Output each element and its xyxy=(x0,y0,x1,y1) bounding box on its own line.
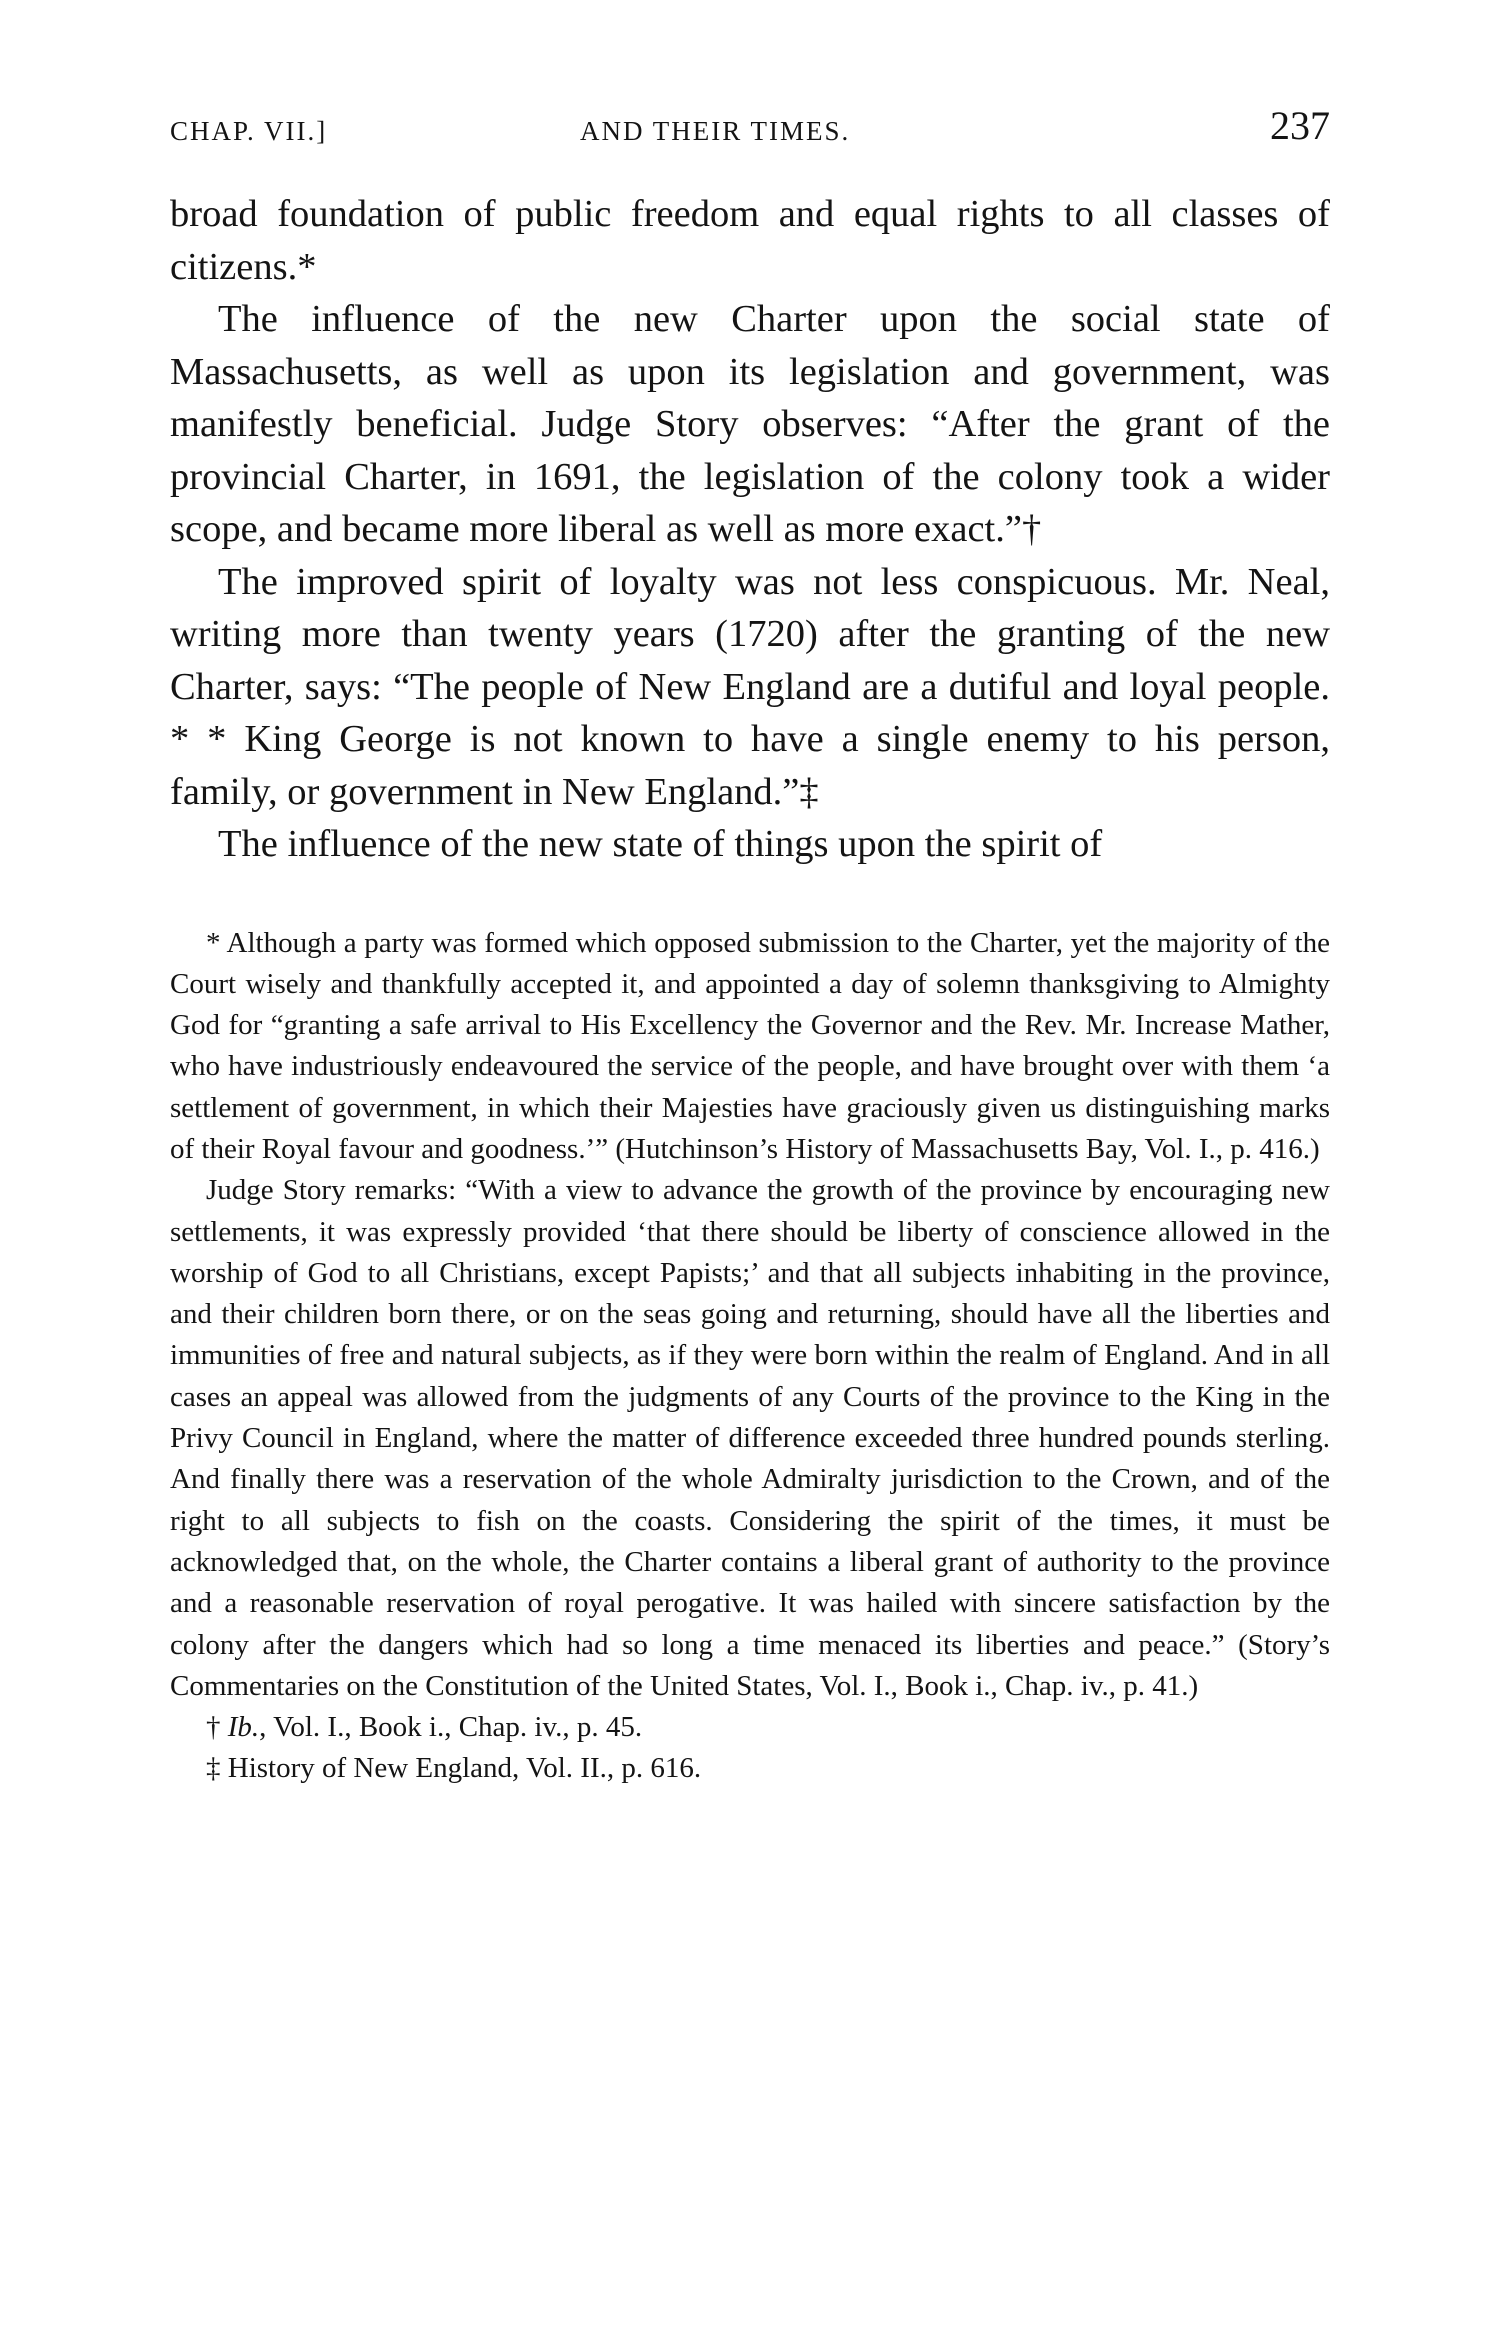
page-number: 237 xyxy=(1270,103,1330,148)
footnotes xyxy=(170,923,1330,1790)
paragraph-continued: broad foundation of public freedom and equal rights to all classes of citizens.* xyxy=(170,193,1330,288)
paragraph-new-state: The influence of the new state of things upon the spirit of xyxy=(218,823,1103,865)
footnote-double-dagger: ‡ History of New England, Vol. II., p. 616. xyxy=(206,1752,702,1785)
ibid-abbrev: Ib. xyxy=(227,1711,260,1744)
dagger-citation: , Vol. I., Book i., Chap. iv., p. 45. xyxy=(259,1711,643,1744)
book-page xyxy=(170,100,1330,1790)
footnote-asterisk-continued: Judge Story remarks: “With a view to advance the growth of the province by encouraging new settlements, it was expressly provided ‘that there should be liberty of conscience allowed in the worship of God to all Christians, except Papists;’ and that all subjects inhabiting in the province, and their children born there, or on the seas going and returning, should have all the liberties and immunities of free and natural subjects, as if they were born within the realm of England. And in all cases an appeal was allowed from the judgments of any Courts of the province to the King in the Privy Council in England, where the matter of difference exceeded three hundred pounds sterling. And finally there was a reservation of the whole Admiralty jurisdiction to the Crown, and of the right to all subjects to fish on the coasts. Considering the spirit of the times, it must be acknowledged that, on the whole, the Charter contains a liberal grant of authority to the province and a reasonable reservation of royal perogative. It was hailed with sincere satisfaction by the colony after the dangers which had so long a time menaced its liberties and peace.” (Story’s Commentaries on the Constitution of the United States, Vol. I., Book i., Chap. iv., p. 41.) xyxy=(170,1174,1330,1702)
chapter-label: CHAP. VII.] xyxy=(170,116,328,146)
running-title: AND THEIR TIMES. xyxy=(580,116,851,146)
paragraph-charter-influence: The influence of the new Charter upon the social state of Massachusetts, as well as upon its legislation and government, was manifestly beneficial. Judge Story observes: “After the grant of the provincial Charter, in 1691, the legislation of the colony took a wider scope, and became more liberal as well as more exact.”† xyxy=(170,298,1330,550)
main-text xyxy=(170,188,1330,871)
footnote-asterisk: * Although a party was formed which opposed submission to the Charter, yet the majority of the Court wisely and thankfully accepted it, and appointed a day of solemn thanksgiving to Almighty God for “granting a safe arrival to His Excellency the Governor and the Rev. Mr. Increase Mather, who have industriously endeavoured the service of the people, and have brought over with them ‘a settlement of government, in which their Majesties have graciously given us distinguishing marks of their Royal favour and goodness.’” (Hutchinson’s History of Massachusetts Bay, Vol. I., p. 416.) xyxy=(170,926,1330,1165)
paragraph-loyalty: The improved spirit of loyalty was not less conspicuous. Mr. Neal, writing more than twenty years (1720) after the granting of the new Charter, says: “The people of New England are a dutiful and loyal people. * * King George is not known to have a single enemy to his person, family, or government in New England.”‡ xyxy=(170,560,1330,813)
running-header xyxy=(170,100,1330,160)
dagger-mark: † xyxy=(206,1711,228,1744)
footnote-dagger xyxy=(170,1707,1330,1748)
